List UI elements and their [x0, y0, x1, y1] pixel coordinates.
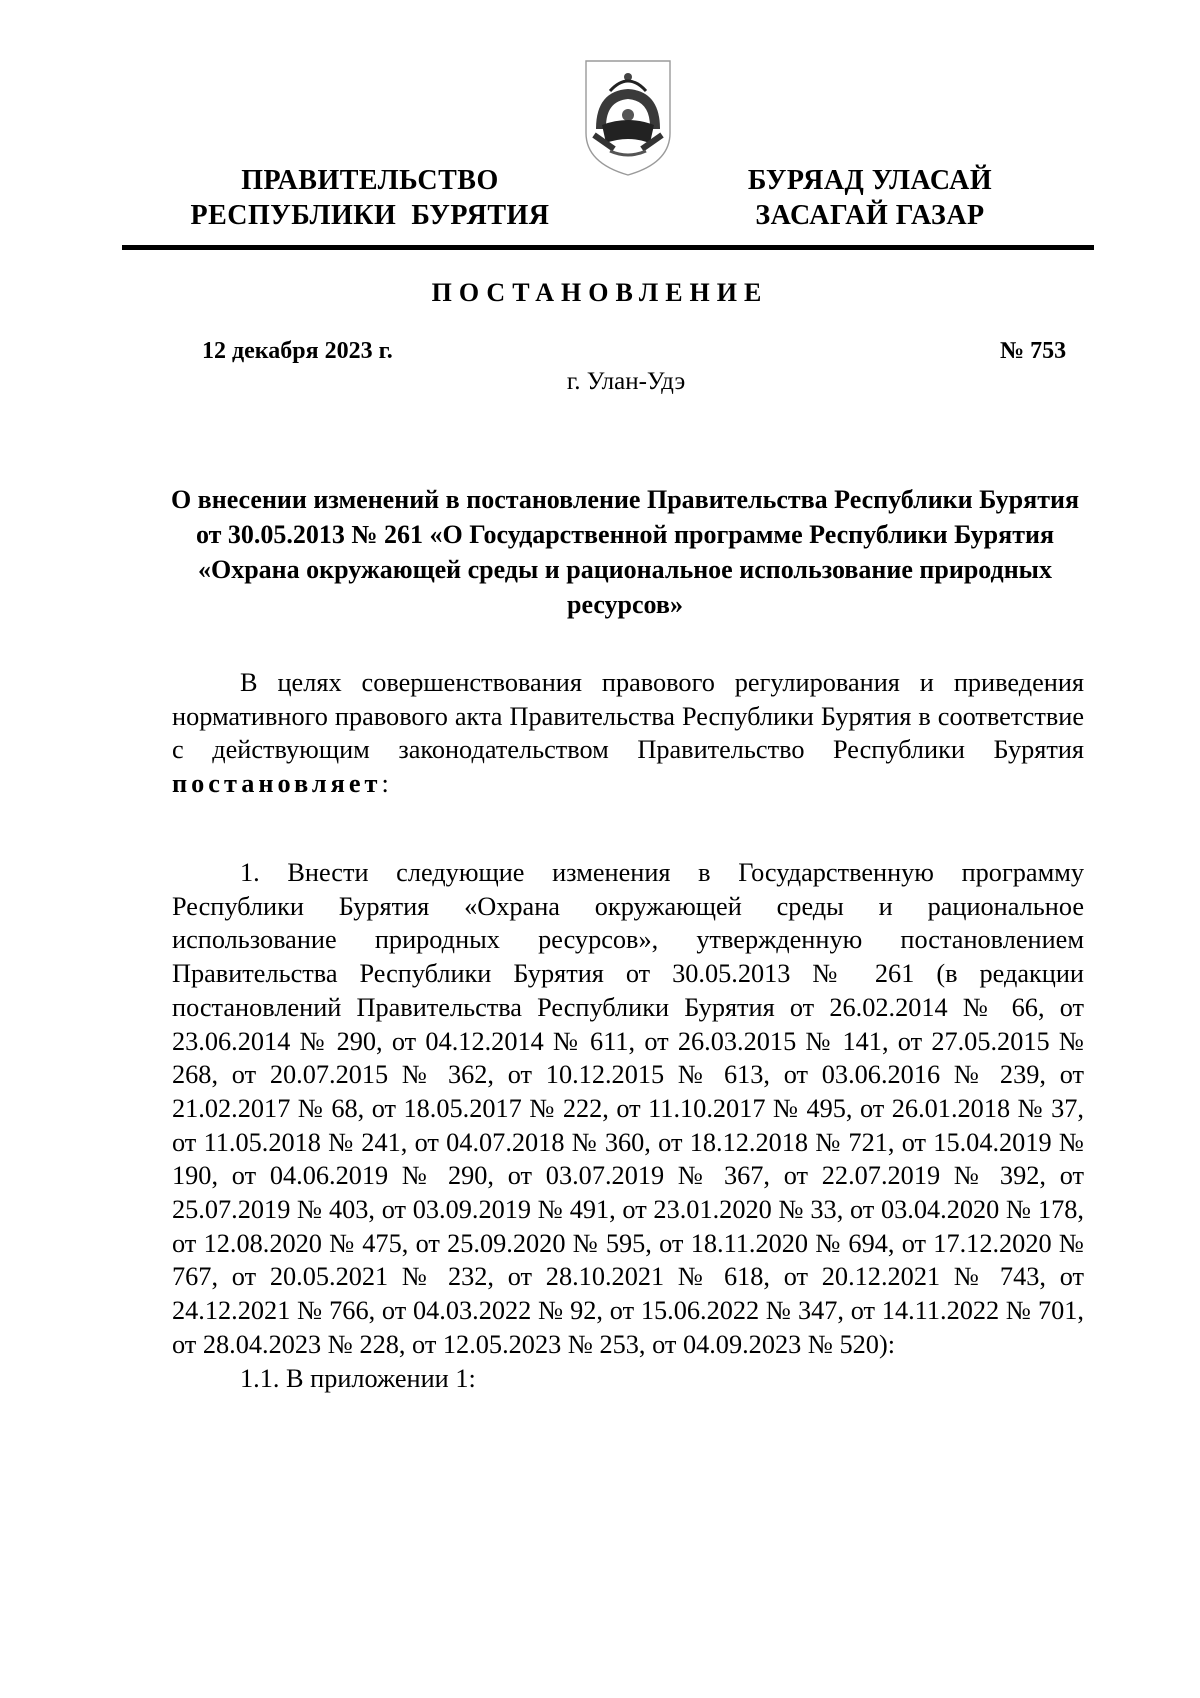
- gov-name-ru-line1: ПРАВИТЕЛЬСТВО: [241, 165, 499, 196]
- coat-of-arms-emblem: [580, 55, 676, 179]
- preamble-text: [172, 666, 1084, 801]
- item-1-1-text: 1.1. В приложении 1:: [240, 1363, 476, 1393]
- gov-name-bua-line1: БУРЯАД УЛАСАЙ: [747, 165, 993, 196]
- document-number: № 753: [1000, 338, 1067, 364]
- item-1-paragraph: [172, 856, 1084, 1395]
- document-city: г. Улан-Удэ: [566, 368, 686, 395]
- preamble-paragraph: [172, 666, 1084, 801]
- decree-word: постановляет: [172, 769, 382, 799]
- gov-name-bua-line2: ЗАСАГАЙ ГАЗАР: [755, 200, 985, 231]
- document-title: О внесении изменений в постановление Правительства Республики Бурятия от 30.05.2013 № 261 «О Государственной программе Республики Бурятия «Охрана окружающей среды и рациональное использование природных ресурсов»: [170, 485, 1080, 619]
- decree-colon: :: [381, 769, 389, 799]
- government-name-buryat: [720, 163, 1020, 233]
- header-divider: [122, 245, 1094, 250]
- item-1-text: 1. Внести следующие изменения в Государственную программу Республики Бурятия «Охрана окружающей среды и рациональное использование природных ресурсов», утвержденную постановлением Правительства Республики Бурятия от 30.05.2013 № 261 (в редакции постановлений Правительства Республики Бурятия от 26.02.2014 № 66, от 23.06.2014 № 290, от 04.12.2014 № 611, от 26.03.2015 № 141, от 27.05.2015 № 268, от 20.07.2015 № 362, от 10.12.2015 № 613, от 03.06.2016 № 239, от 21.02.2017 № 68, от 18.05.2017 № 222, от 11.10.2017 № 495, от 26.01.2018 № 37, от 11.05.2018 № 241, от 04.07.2018 № 360, от 18.12.2018 № 721, от 15.04.2019 № 190, от 04.06.2019 № 290, от 03.07.2019 № 367, от 22.07.2019 № 392, от 25.07.2019 № 403, от 03.09.2019 № 491, от 23.01.2020 № 33, от 03.04.2020 № 178, от 12.08.2020 № 475, от 25.09.2020 № 595, от 18.11.2020 № 694, от 17.12.2020 № 767, от 20.05.2021 № 232, от 28.10.2021 № 618, от 20.12.2021 № 743, от 24.12.2021 № 766, от 04.03.2022 № 92, от 15.06.2022 № 347, от 14.11.2022 № 701, от 28.04.2023 № 228, от 12.05.2023 № 253, от 04.09.2023 № 520):: [172, 858, 1084, 1359]
- document-date: 12 декабря 2023 г.: [202, 338, 393, 364]
- preamble-body: В целях совершенствования правового регулирования и приведения нормативного правового акта Правительства Республики Бурятия в соответствие с действующим законодательством Правительство Республики Бурятия: [172, 668, 1084, 765]
- gov-name-ru-line2: РЕСПУБЛИКИ БУРЯТИЯ: [190, 200, 550, 231]
- document-type: ПОСТАНОВЛЕНИЕ: [431, 278, 769, 307]
- emblem-graphic: [580, 55, 676, 179]
- government-name-russian: [170, 163, 570, 233]
